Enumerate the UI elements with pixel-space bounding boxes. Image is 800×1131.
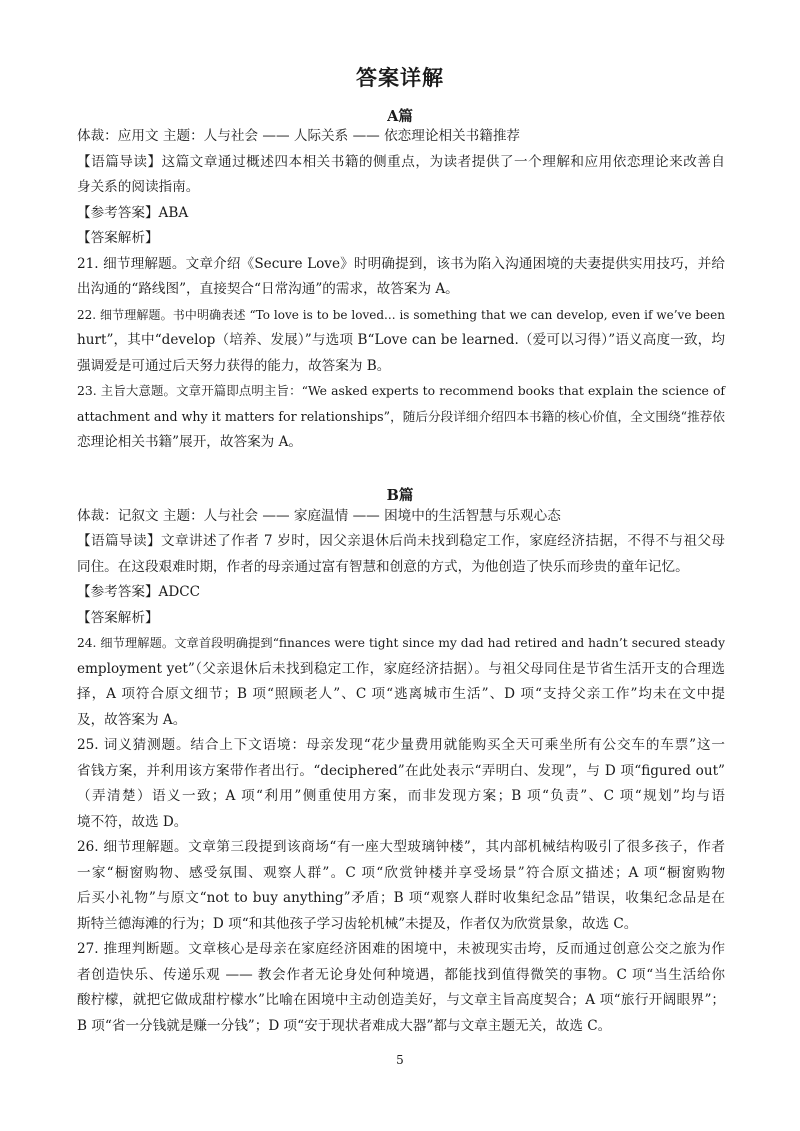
section-b-intro-line: 【语篇导读】文章讲述了作者 7 岁时，因父亲退休后尚未找到稳定工作，家庭经济拮据，不得不与祖父母: [77, 533, 725, 549]
question-27-line: 27. 推理判断题。文章核心是母亲在家庭经济困难的困境中，未被现实击垮，反而通过创意公交之旅为作: [77, 941, 725, 957]
question-26-line: 后买小礼物”与原文“not to buy anything”矛盾；B 项“观察人群时收集纪念品”错误，收集纪念品是在: [77, 890, 725, 906]
page-number: 5: [396, 1053, 404, 1067]
question-22-line: hurt”，其中“develop（培养、发展）”与选项 B“Love can be learned.（爱可以习得）”语义高度一致，均: [77, 332, 725, 348]
question-21-line: 出沟通的“路线图”，直接契合“日常沟通”的需求，故答案为 A。: [77, 281, 459, 297]
question-26-line: 一家“橱窗购物、感受氛围、观察人群”。C 项“欣赏钟楼并享受场景”符合原文描述；A 项“橱窗购物: [77, 865, 725, 881]
question-24-line: employment yet”（父亲退休后未找到稳定工作，家庭经济拮据）。与祖父母同住是节省生活开支的合理选: [77, 661, 725, 677]
section-a-answer-key: 【参考答案】ABA: [77, 205, 189, 221]
section-b-heading: B篇: [386, 487, 414, 504]
page-title: 答案详解: [356, 65, 444, 90]
question-27-line: B 项“省一分钱就是赚一分钱”；D 项“安于现状者难成大器”都与文章主题无关，故选 C。: [77, 1018, 612, 1034]
question-24-line: 24. 细节理解题。文章首段明确提到“finances were tight since my dad had retired and hadn’t secured steady: [77, 636, 725, 650]
question-21-line: 21. 细节理解题。文章介绍《Secure Love》时明确提到，该书为陷入沟通困境的夫妻提供实用技巧，并给: [77, 256, 725, 272]
question-24-line: 择，A 项符合原文细节；B 项“照顾老人”、C 项“逃离城市生活”、D 项“支持父亲工作”均未在文中提: [77, 686, 725, 702]
question-27-line: 酸柠檬，就把它做成甜柠檬水”比喻在困境中主动创造美好，与文章主旨高度契合；A 项“旅行开阔眼界”；: [77, 992, 725, 1008]
question-23-line: 恋理论相关书籍”展开，故答案为 A。: [77, 434, 302, 450]
question-24-line: 及，故答案为 A。: [77, 712, 187, 728]
section-b-genre-line: 体裁：记叙文 主题：人与社会 —— 家庭温情 —— 困境中的生活智慧与乐观心态: [77, 508, 561, 524]
question-25-line: （弄清楚）语义一致；A 项“利用”侧重使用方案，而非发现方案；B 项“负责”、C 项“规划”均与语: [77, 788, 725, 804]
section-a-intro-line: 【语篇导读】这篇文章通过概述四本相关书籍的侧重点，为读者提供了一个理解和应用依恋理论来改善自: [77, 154, 725, 170]
question-23-line: 23. 主旨大意题。文章开篇即点明主旨：“We asked experts to recommend books that explain the science of: [77, 383, 725, 398]
question-22-line: 强调爱是可通过后天努力获得的能力，故答案为 B。: [77, 358, 391, 374]
section-a-analysis-heading: 【答案解析】: [77, 230, 159, 246]
question-25-line: 境不符，故选 D。: [77, 814, 188, 830]
question-25-line: 省钱方案，并利用该方案带作者出行。“deciphered”在此处表示“弄明白、发现”，与 D 项“figured out”: [77, 763, 725, 779]
section-a-genre-line: 体裁：应用文 主题：人与社会 —— 人际关系 —— 依恋理论相关书籍推荐: [77, 128, 521, 144]
section-b-answer-key: 【参考答案】ADCC: [77, 584, 201, 600]
question-23-line: attachment and why it matters for relationships”，随后分段详细介绍四本书籍的核心价值，全文围绕“推荐依: [77, 409, 725, 424]
section-b-intro-line: 同住。在这段艰难时期，作者的母亲通过富有智慧和创意的方式，为他创造了快乐而珍贵的童年记忆。: [77, 559, 689, 575]
question-26-line: 26. 细节理解题。文章第三段提到该商场“有一座大型玻璃钟楼”，其内部机械结构吸引了很多孩子，作者: [77, 839, 725, 855]
question-22-line: 22. 细节理解题。书中明确表述 “To love is to be loved... is something that we can develop, even if we’ve been: [77, 308, 725, 322]
question-25-line: 25. 词义猜测题。结合上下文语境：母亲发现“花少量费用就能购买全天可乘坐所有公交车的车票”这一: [77, 737, 725, 753]
section-b-analysis-heading: 【答案解析】: [77, 610, 159, 626]
section-a-intro-line: 身关系的阅读指南。: [77, 179, 200, 195]
section-a-heading: A篇: [387, 108, 413, 125]
question-26-line: 斯特兰德海滩的行为；D 项“和其他孩子学习齿轮机械”未提及，作者仅为欣赏景象，故选 C。: [77, 916, 638, 932]
question-27-line: 者创造快乐、传递乐观 —— 教会作者无论身处何种境遇，都能找到值得微笑的事物。C 项“当生活给你: [77, 967, 725, 983]
